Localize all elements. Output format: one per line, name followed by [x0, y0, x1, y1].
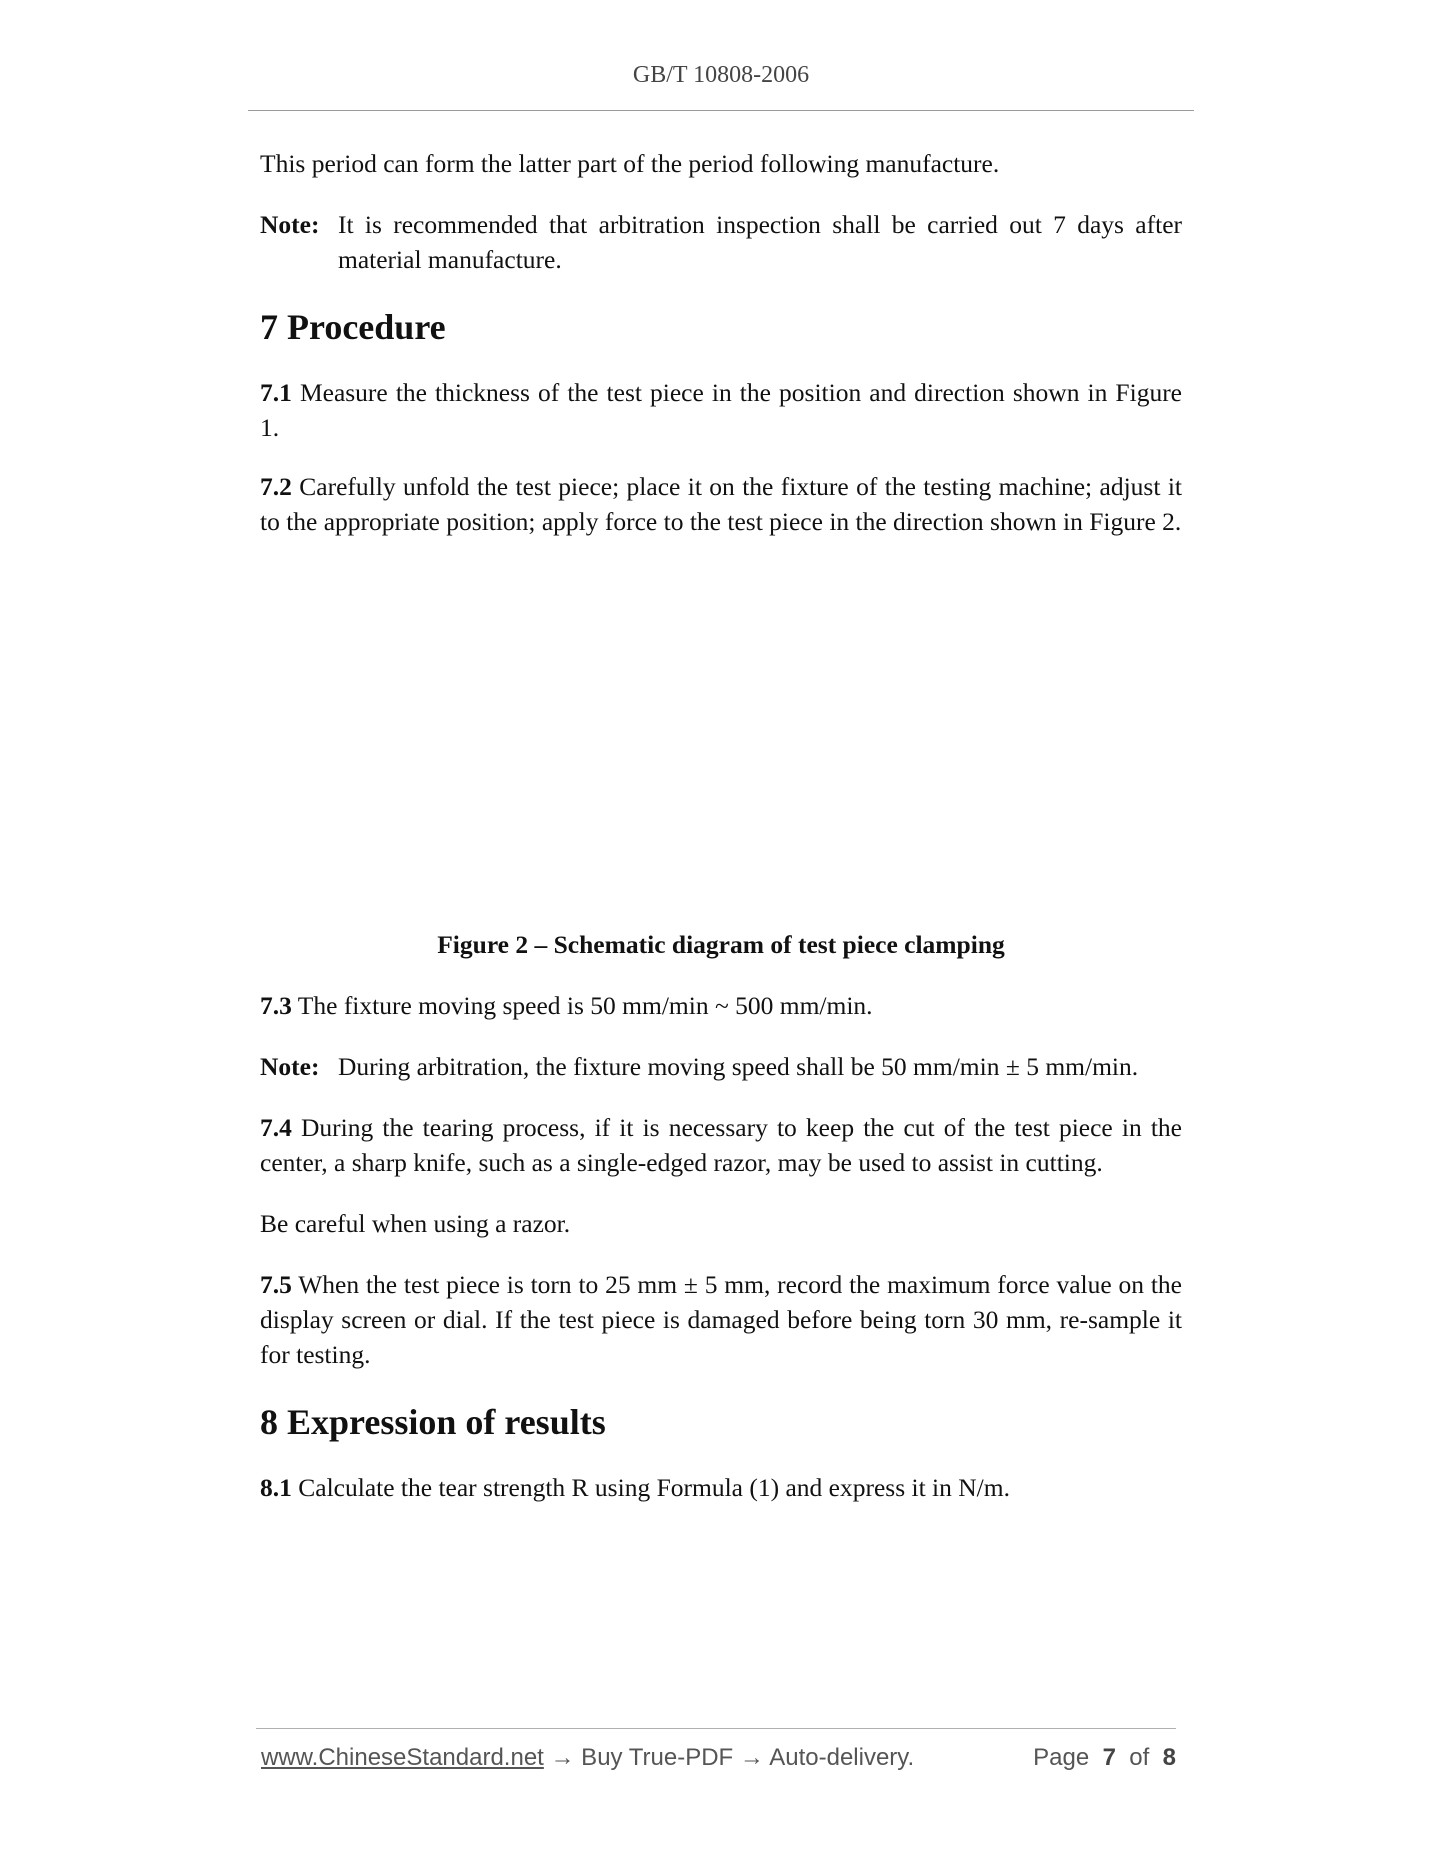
document-code-header: GB/T 10808-2006	[632, 62, 810, 88]
paragraph-intro: This period can form the latter part of the period following manufacture.	[260, 149, 1000, 178]
footer-divider	[256, 1728, 1176, 1729]
clause-number: 7.5	[260, 1270, 292, 1299]
note-text: During arbitration, the fixture moving speed shall be 50 mm/min ± 5 mm/min.	[338, 1052, 1139, 1081]
section-7-heading: 7 Procedure	[260, 307, 446, 347]
clause-7-4	[260, 1110, 1182, 1180]
page-content	[260, 140, 1182, 1505]
clause-8-1	[260, 1470, 1182, 1505]
note-fixture-speed	[260, 1049, 1182, 1084]
note-label: Note:	[260, 1052, 320, 1081]
note-arbitration-inspection	[260, 207, 1182, 277]
clause-text: During the tearing process, if it is necessary to keep the cut of the test piece in the center, a sharp knife, such as a single-edged razor, may be used to assist in cutting.	[260, 1113, 1182, 1177]
footer-tail-text: → Buy True-PDF → Auto-delivery.	[543, 1744, 915, 1771]
paragraph-razor-caution: Be careful when using a razor.	[260, 1209, 571, 1238]
note-label: Note:	[260, 210, 320, 239]
clause-number: 7.3	[260, 991, 292, 1020]
header-divider	[248, 110, 1194, 111]
section-8-heading: 8 Expression of results	[260, 1402, 606, 1442]
page-current: 7	[1102, 1744, 1116, 1771]
clause-7-2	[260, 469, 1182, 539]
clause-text: Calculate the tear strength R using Formula (1) and express it in N/m.	[298, 1473, 1010, 1502]
clause-number: 7.1	[260, 378, 292, 407]
page-number	[1033, 1744, 1176, 1772]
site-link[interactable]: www.ChineseStandard.net	[261, 1744, 544, 1771]
clause-text: When the test piece is torn to 25 mm ± 5 mm, record the maximum force value on the display screen or dial. If the test piece is damaged before being torn 30 mm, re-sample it for testing.	[260, 1270, 1182, 1369]
page-of-word: of	[1129, 1744, 1150, 1771]
clause-number: 7.4	[260, 1113, 292, 1142]
clause-number: 8.1	[260, 1473, 292, 1502]
clause-number: 7.2	[260, 472, 292, 501]
clause-7-1	[260, 375, 1182, 445]
figure-2-area	[260, 539, 1182, 927]
figure-2-caption: Figure 2 – Schematic diagram of test piece clamping	[437, 930, 1005, 959]
page-word: Page	[1033, 1744, 1090, 1771]
clause-7-3	[260, 988, 1182, 1023]
footer-promo	[261, 1744, 914, 1772]
page-total: 8	[1162, 1744, 1176, 1771]
clause-text: Carefully unfold the test piece; place it on the fixture of the testing machine; adjust it to the appropriate position; apply force to the test piece in the direction shown in Figure 2.	[260, 472, 1183, 536]
page-footer	[261, 1744, 1176, 1772]
note-text: It is recommended that arbitration inspection shall be carried out 7 days after material manufacture.	[338, 210, 1182, 274]
clause-7-5	[260, 1267, 1182, 1372]
clause-text: Measure the thickness of the test piece in the position and direction shown in Figure 1.	[260, 378, 1183, 442]
clause-text: The fixture moving speed is 50 mm/min ~ 500 mm/min.	[297, 991, 873, 1020]
